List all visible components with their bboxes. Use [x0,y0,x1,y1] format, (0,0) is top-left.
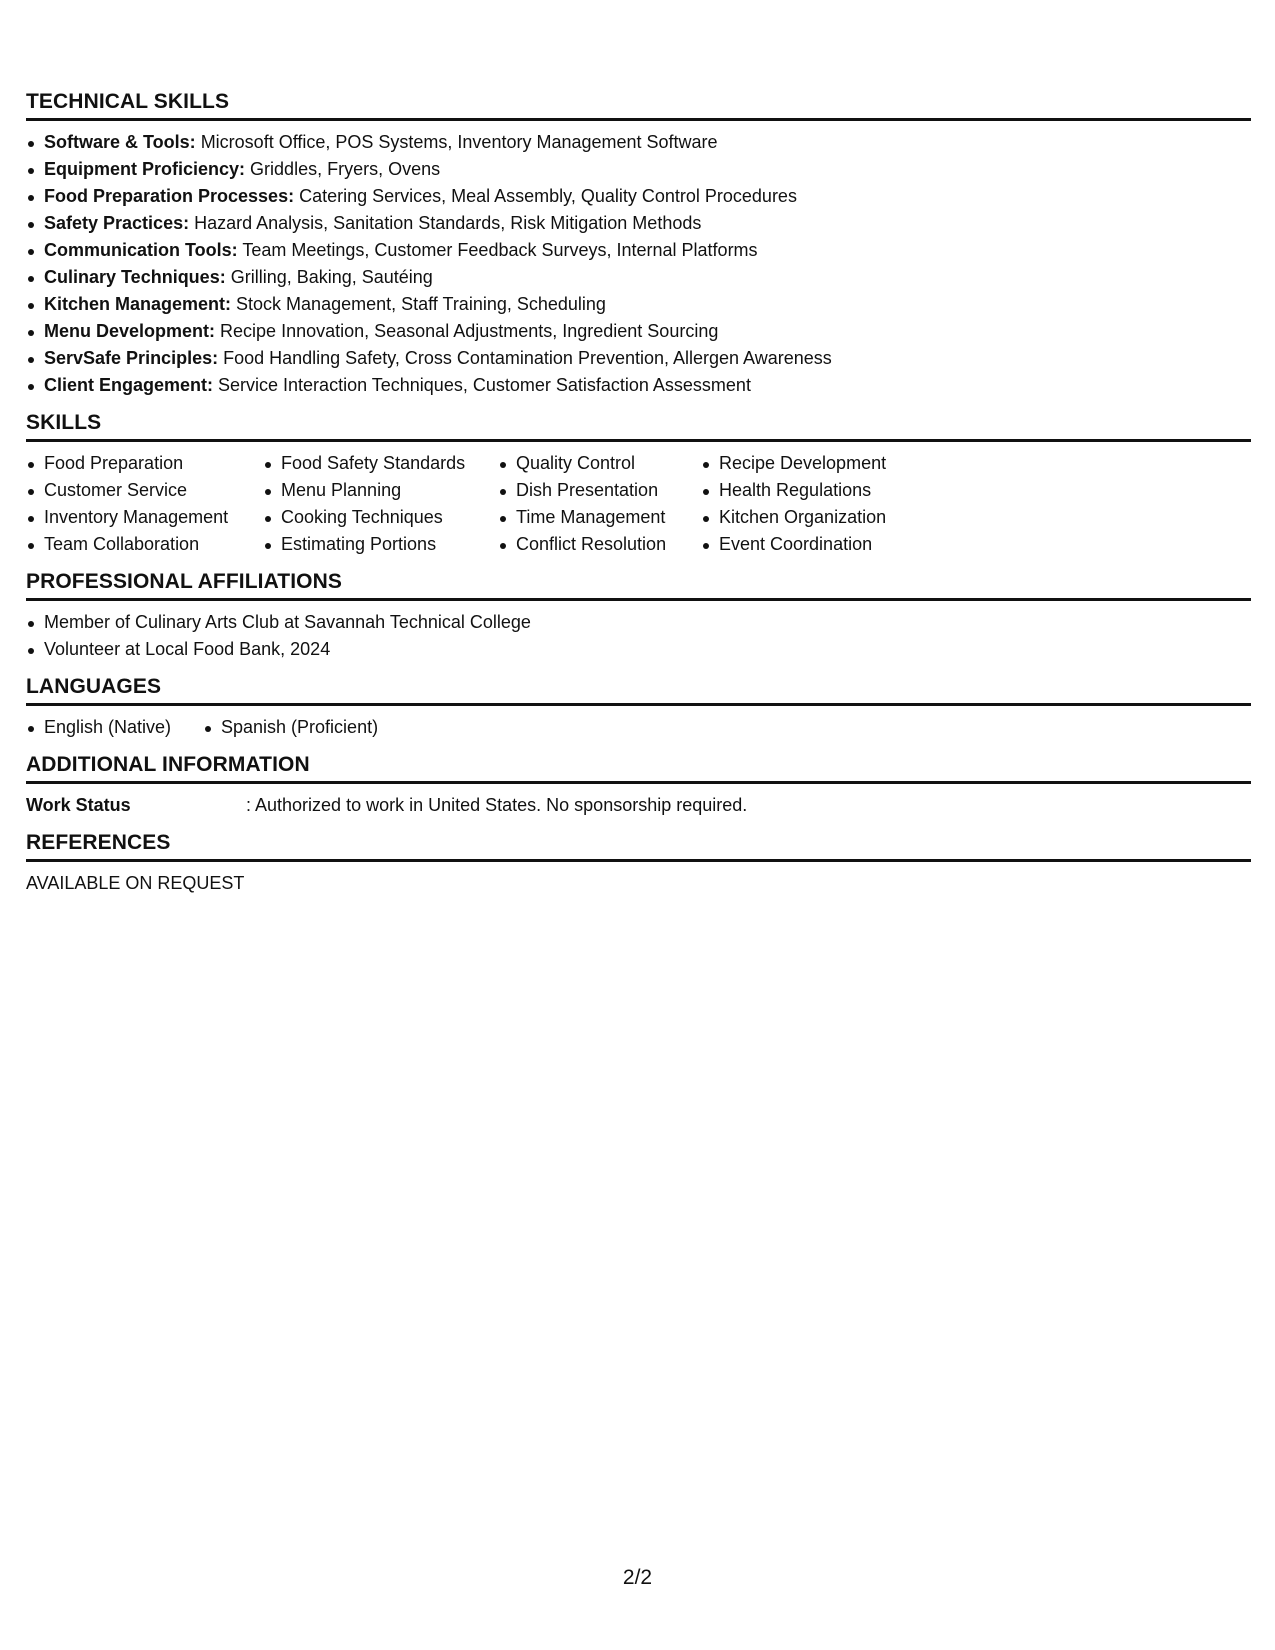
skills-column-3 [498,450,701,558]
work-status-value: : Authorized to work in United States. No sponsorship required. [246,795,748,815]
item-label: ServSafe Principles: [44,348,219,368]
item-label: Communication Tools: [44,240,238,260]
item-text: Catering Services, Meal Assembly, Quality Control Procedures [294,186,797,206]
references-text: AVAILABLE ON REQUEST [26,873,245,893]
skill-item: Dish Presentation [498,477,701,504]
skills-column-2 [263,450,498,558]
item-text: Grilling, Baking, Sautéing [225,267,433,287]
work-status-label: Work Status [26,795,131,815]
item-label: Software & Tools: [44,132,196,152]
affiliations-heading: PROFESSIONAL AFFILIATIONS [26,570,1251,601]
skills-heading: SKILLS [26,411,1251,442]
affiliations-list [26,609,1251,663]
skill-item: Food Preparation [26,450,263,477]
item-label: Equipment Proficiency: [44,159,246,179]
skill-item: Conflict Resolution [498,531,701,558]
languages-section [26,675,1251,741]
skill-item: Cooking Techniques [263,504,498,531]
item-label: Safety Practices: [44,213,190,233]
skill-item: Customer Service [26,477,263,504]
list-item [26,291,1251,318]
languages-row [26,714,1251,741]
technical-skills-heading: TECHNICAL SKILLS [26,90,1251,121]
technical-skills-list [26,129,1251,399]
item-text: Griddles, Fryers, Ovens [245,159,441,179]
list-item [26,237,1251,264]
item-text: Team Meetings, Customer Feedback Surveys, Internal Platforms [237,240,758,260]
work-status-row [26,792,1251,819]
skill-item: Quality Control [498,450,701,477]
skills-section [26,411,1251,558]
item-label: Client Engagement: [44,375,214,395]
item-text: Recipe Innovation, Seasonal Adjustments, Ingredient Sourcing [215,321,719,341]
item-text: Service Interaction Techniques, Customer Satisfaction Assessment [213,375,751,395]
additional-info-section [26,753,1251,819]
list-item [26,210,1251,237]
item-text: Food Handling Safety, Cross Contamination Prevention, Allergen Awareness [218,348,832,368]
list-item: Volunteer at Local Food Bank, 2024 [26,636,1251,663]
affiliations-section [26,570,1251,663]
skill-item: Health Regulations [701,477,951,504]
list-item [26,129,1251,156]
resume-page [26,90,1251,897]
skills-column-4 [701,450,951,558]
references-heading: REFERENCES [26,831,1251,862]
list-item [26,318,1251,345]
skill-item: Estimating Portions [263,531,498,558]
additional-info-heading: ADDITIONAL INFORMATION [26,753,1251,784]
item-label: Menu Development: [44,321,216,341]
skill-item: Food Safety Standards [263,450,498,477]
references-section [26,831,1251,897]
item-label: Culinary Techniques: [44,267,226,287]
item-text: Stock Management, Staff Training, Scheduling [231,294,606,314]
list-item [26,372,1251,399]
list-item: Member of Culinary Arts Club at Savannah Technical College [26,609,1251,636]
item-text: Microsoft Office, POS Systems, Inventory Management Software [195,132,718,152]
item-text: Hazard Analysis, Sanitation Standards, Risk Mitigation Methods [189,213,702,233]
list-item [26,183,1251,210]
skill-item: Recipe Development [701,450,951,477]
item-label: Kitchen Management: [44,294,232,314]
skill-item: Event Coordination [701,531,951,558]
list-item [26,345,1251,372]
skills-grid [26,450,1251,558]
skill-item: Time Management [498,504,701,531]
languages-heading: LANGUAGES [26,675,1251,706]
languages-column-2 [203,714,378,741]
list-item [26,156,1251,183]
skills-column-1 [26,450,263,558]
language-item: English (Native) [26,714,203,741]
item-label: Food Preparation Processes: [44,186,295,206]
skill-item: Kitchen Organization [701,504,951,531]
list-item [26,264,1251,291]
skill-item: Menu Planning [263,477,498,504]
page-number: 2/2 [622,1566,653,1589]
skill-item: Inventory Management [26,504,263,531]
languages-column-1 [26,714,203,741]
language-item: Spanish (Proficient) [203,714,378,741]
technical-skills-section [26,90,1251,399]
skill-item: Team Collaboration [26,531,263,558]
